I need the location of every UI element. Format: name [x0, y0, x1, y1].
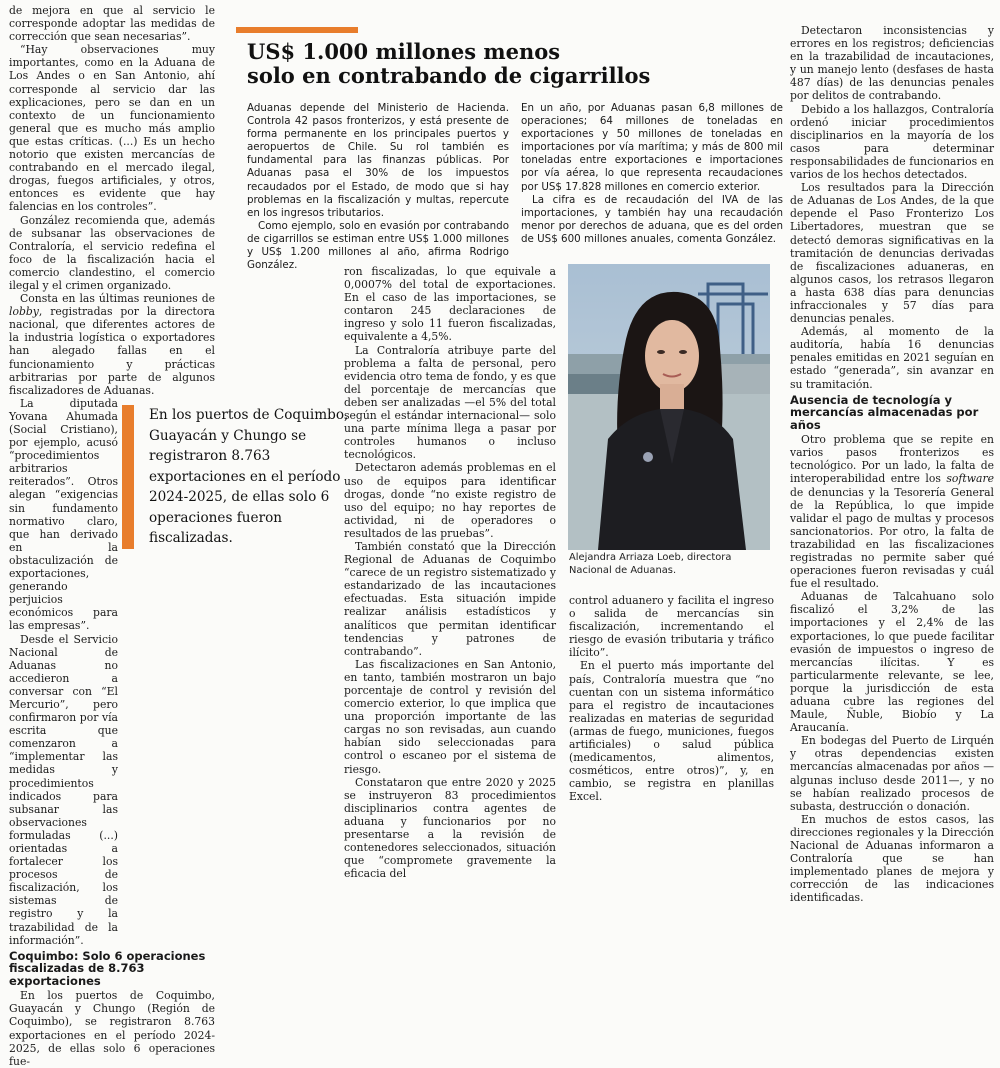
- subheading-coquimbo: Coquimbo: Solo 6 operaciones fiscalizadas de 8.763 exportaciones: [9, 948, 206, 988]
- photo-caption: Alejandra Arriaza Loeb, directora Nacional de Aduanas.: [569, 552, 732, 576]
- intro-left: Aduanas depende del Ministerio de Hacienda. Controla 42 pasos fronterizos, y está presente de forma permanente en los principales puertos y aeropuertos de Chile. Su rol también es fundamental para las finanzas públicas. Por Aduanas pasa el 30% de los impuestos recaudados por el Estado, de modo que si hay problemas en la fiscalización y multas, repercute en los ingresos tributarios. Como ejemplo, solo en evasión por contrabando de cigarrillos se estiman entre US$ 1.000 millones y US$ 1.200 millones al año, afirma Rodrigo González.: [247, 102, 509, 272]
- column-2: ron fiscalizadas, lo que equivale a 0,0007% del total de exportaciones. En el caso de las importaciones, se contaron 245 declaraciones de ingreso y solo 11 fueron fiscalizadas, equivalente a 4,5%. La Contraloría atribuye parte del problema a falta de personal, pero evidencia otro tema de fondo, y es que del porcentaje de mercancías que deben ser analizadas —el 5% del total según el estándar internacional— solo una parte mínima llega a pasar por controles humanos o incluso tecnológicos. Detectaron además problemas en el uso de equipos para identificar drogas, donde “no existe registro de uso del equipo; no hay reportes de actividad, ni de operadores o resultados de las pruebas”. También constató que la Dirección Regional de Aduanas de Coquimbo “carece de un registro sistematizado y estandarizado de las incautaciones efectuadas. Esta situación impide realizar análisis estadísticos y analíticos que permitan identificar tendencias y patrones de contrabando”. Las fiscalizaciones en San Antonio, en tanto, también mostraron un bajo porcentaje de control y revisión del comercio exterior, lo que implica que una proporción importante de las cargas no son revisadas, aun cuando habían sido seleccionadas para control o escaneo por el sistema de riesgo. Constataron que entre 2020 y 2025 se instruyeron 83 procedimientos disciplinarios contra agentes de aduana y funcionarios por no presentarse a la revisión de contenedores seleccionados, situación que “compromete gravemente la eficacia del: [344, 265, 556, 881]
- column-4: Detectaron inconsistencias y errores en los registros; deficiencias en la trazabilidad de incautaciones, y un manejo lento (desfases de hasta 487 días) de las denuncias penales por delitos de contrabando. Debido a los hallazgos, Contraloría ordenó iniciar procedimientos disciplinarios en la mayoría de los casos para determinar responsabilidades de funcionarios en varios de los hechos detectados. Los resultados para la Dirección de Aduanas de Los Andes, de la que depende el Paso Fronterizo Los Libertadores, muestran que se detectó demoras significativas en la tramitación de denuncias derivadas de fiscalizaciones aduaneras, en algunos casos, los retrasos llegaron a hasta 638 días para denuncias infraccionales y 57 días para denuncias penales. Además, al momento de la auditoría, había 16 denuncias penales emitidas en 2021 seguían en estado “generada”, sin avanzar en su tramitación. Ausencia de tecnología y mercancías almacenadas por años Otro problema que se repite en varios pasos fronterizos es tecnológico. Por un lado, la falta de interoperabilidad entre los software de denuncias y la Tesorería General de la República, lo que impide validar el pago de multas y procesos sancionatorios. Por otro, la falta de trazabilidad en las fiscalizaciones registradas no permite saber qué operaciones fueron revisadas y cuál fue el resultado. Aduanas de Talcahuano solo fiscalizó el 3,2% de las importaciones y el 2,4% de las exportaciones, lo que puede facilitar evasión de impuestos o ingreso de mercancías ilícitas. Y es particularmente relevante, se lee, porque la jurisdicción de esta aduana cubre las regiones del Maule, Ñuble, Biobío y La Araucanía. En bodegas del Puerto de Lirquén y otras dependencias existen mercancías almacenadas por años —algunas incluso desde 2011—, y no se habían realizado procesos de subasta, destrucción o donación. En muchos de estos casos, las direcciones regionales y la Dirección Nacional de Aduanas informaron a Contraloría que se han implementado planes de mejora y corrección de las indicaciones identificadas.: [790, 24, 994, 905]
- subheading-ausencia: Ausencia de tecnología y mercancías almacenadas por años: [790, 392, 979, 432]
- intro-right: En un año, por Aduanas pasan 6,8 millones de operaciones; 64 millones de toneladas en exportaciones y 50 millones de toneladas en importaciones por vía marítima; y más de 800 mil toneladas entre exportaciones e importaciones por vía aérea, lo que representa recaudaciones por US$ 17.828 millones en comercio exterior. La cifra es de recaudación del IVA de las importaciones, y también hay una recaudación menor por derechos de aduana, que es del orden de US$ 600 millones anuales, comenta González.: [521, 102, 783, 245]
- headline-accent-bar: [236, 27, 358, 33]
- portrait-photo: [568, 264, 770, 550]
- paragraph: “Hay observaciones muy importantes, como en la Aduana de Los Andes o en San Antonio, ahí corresponde al servicio dar las explicaciones, pero se dan en un contexto de un funcionamiento general que es mucho más amplio que estas críticas. (...) Es un hecho notorio que existen mercancías de contrabando en el mercado ilegal, drogas, fuegos artificiales, y otros, entonces es evidente que hay falencias en los controles”.: [9, 43, 215, 214]
- headline: US$ 1.000 millones menos solo en contrabando de cigarrillos: [247, 39, 651, 88]
- pull-quote: En los puertos de Coquimbo, Guayacán y Chungo se registraron 8.763 exportaciones en el período 2024-2025, de ellas solo 6 operaciones fueron fiscalizadas.: [122, 405, 361, 549]
- column-3: control aduanero y facilita el ingreso o salida de mercancías sin fiscalización, incrementando el riesgo de evasión tributaria y tráfico ilícito”. En el puerto más importante del país, Contraloría muestra que “no cuentan con un sistema informático para el registro de incautaciones realizadas en materias de seguridad (armas de fuego, municiones, fuegos artificiales) o salud pública (medicamentos, alimentos, cosméticos, entre otros)”, y, en cambio, se registra en planillas Excel.: [569, 594, 774, 804]
- paragraph: La diputada Yovana Ahumada (Social Cristiano), por ejemplo, acusó “procedimientos arbitrarios reiterados”. Otros alegan “exigencias sin fundamento normativo claro, que han derivado en la obstaculización de exportaciones, generando perjuicios económicos para las empresas”.: [9, 396, 118, 633]
- portrait-illustration: [568, 264, 770, 550]
- paragraph: Consta en las últimas reuniones de lobby, registradas por la directora nacional, que diferentes actores de la industria logística o exportadores han alegado fallas en el funcionamiento y prácticas arbitrarias por parte de algunos fiscalizadores de Aduanas.: [9, 292, 215, 397]
- paragraph: En los puertos de Coquimbo, Guayacán y Chungo (Región de Coquimbo), se registraron 8.763 exportaciones en el período 2024-2025, de ellas solo 6 operaciones fue-: [9, 989, 215, 1068]
- paragraph: Desde el Servicio Nacional de Aduanas no accedieron a conversar con “El Mercurio”, pero confirmaron por vía escrita que comenzaron a “implementar las medidas y procedimientos indicados para subsanar las observaciones formuladas (...) orientadas a fortalecer los procesos de fiscalización, los sistemas de registro y la trazabilidad de la información”.: [9, 632, 118, 947]
- paragraph: de mejora en que al servicio le corresponde adoptar las medidas de corrección que sean necesarias”.: [9, 4, 215, 44]
- paragraph: González recomienda que, además de subsanar las observaciones de Contraloría, el servicio redefina el foco de la fiscalización hacia el comercio clandestino, el comercio ilegal y el crimen organizado.: [9, 213, 215, 292]
